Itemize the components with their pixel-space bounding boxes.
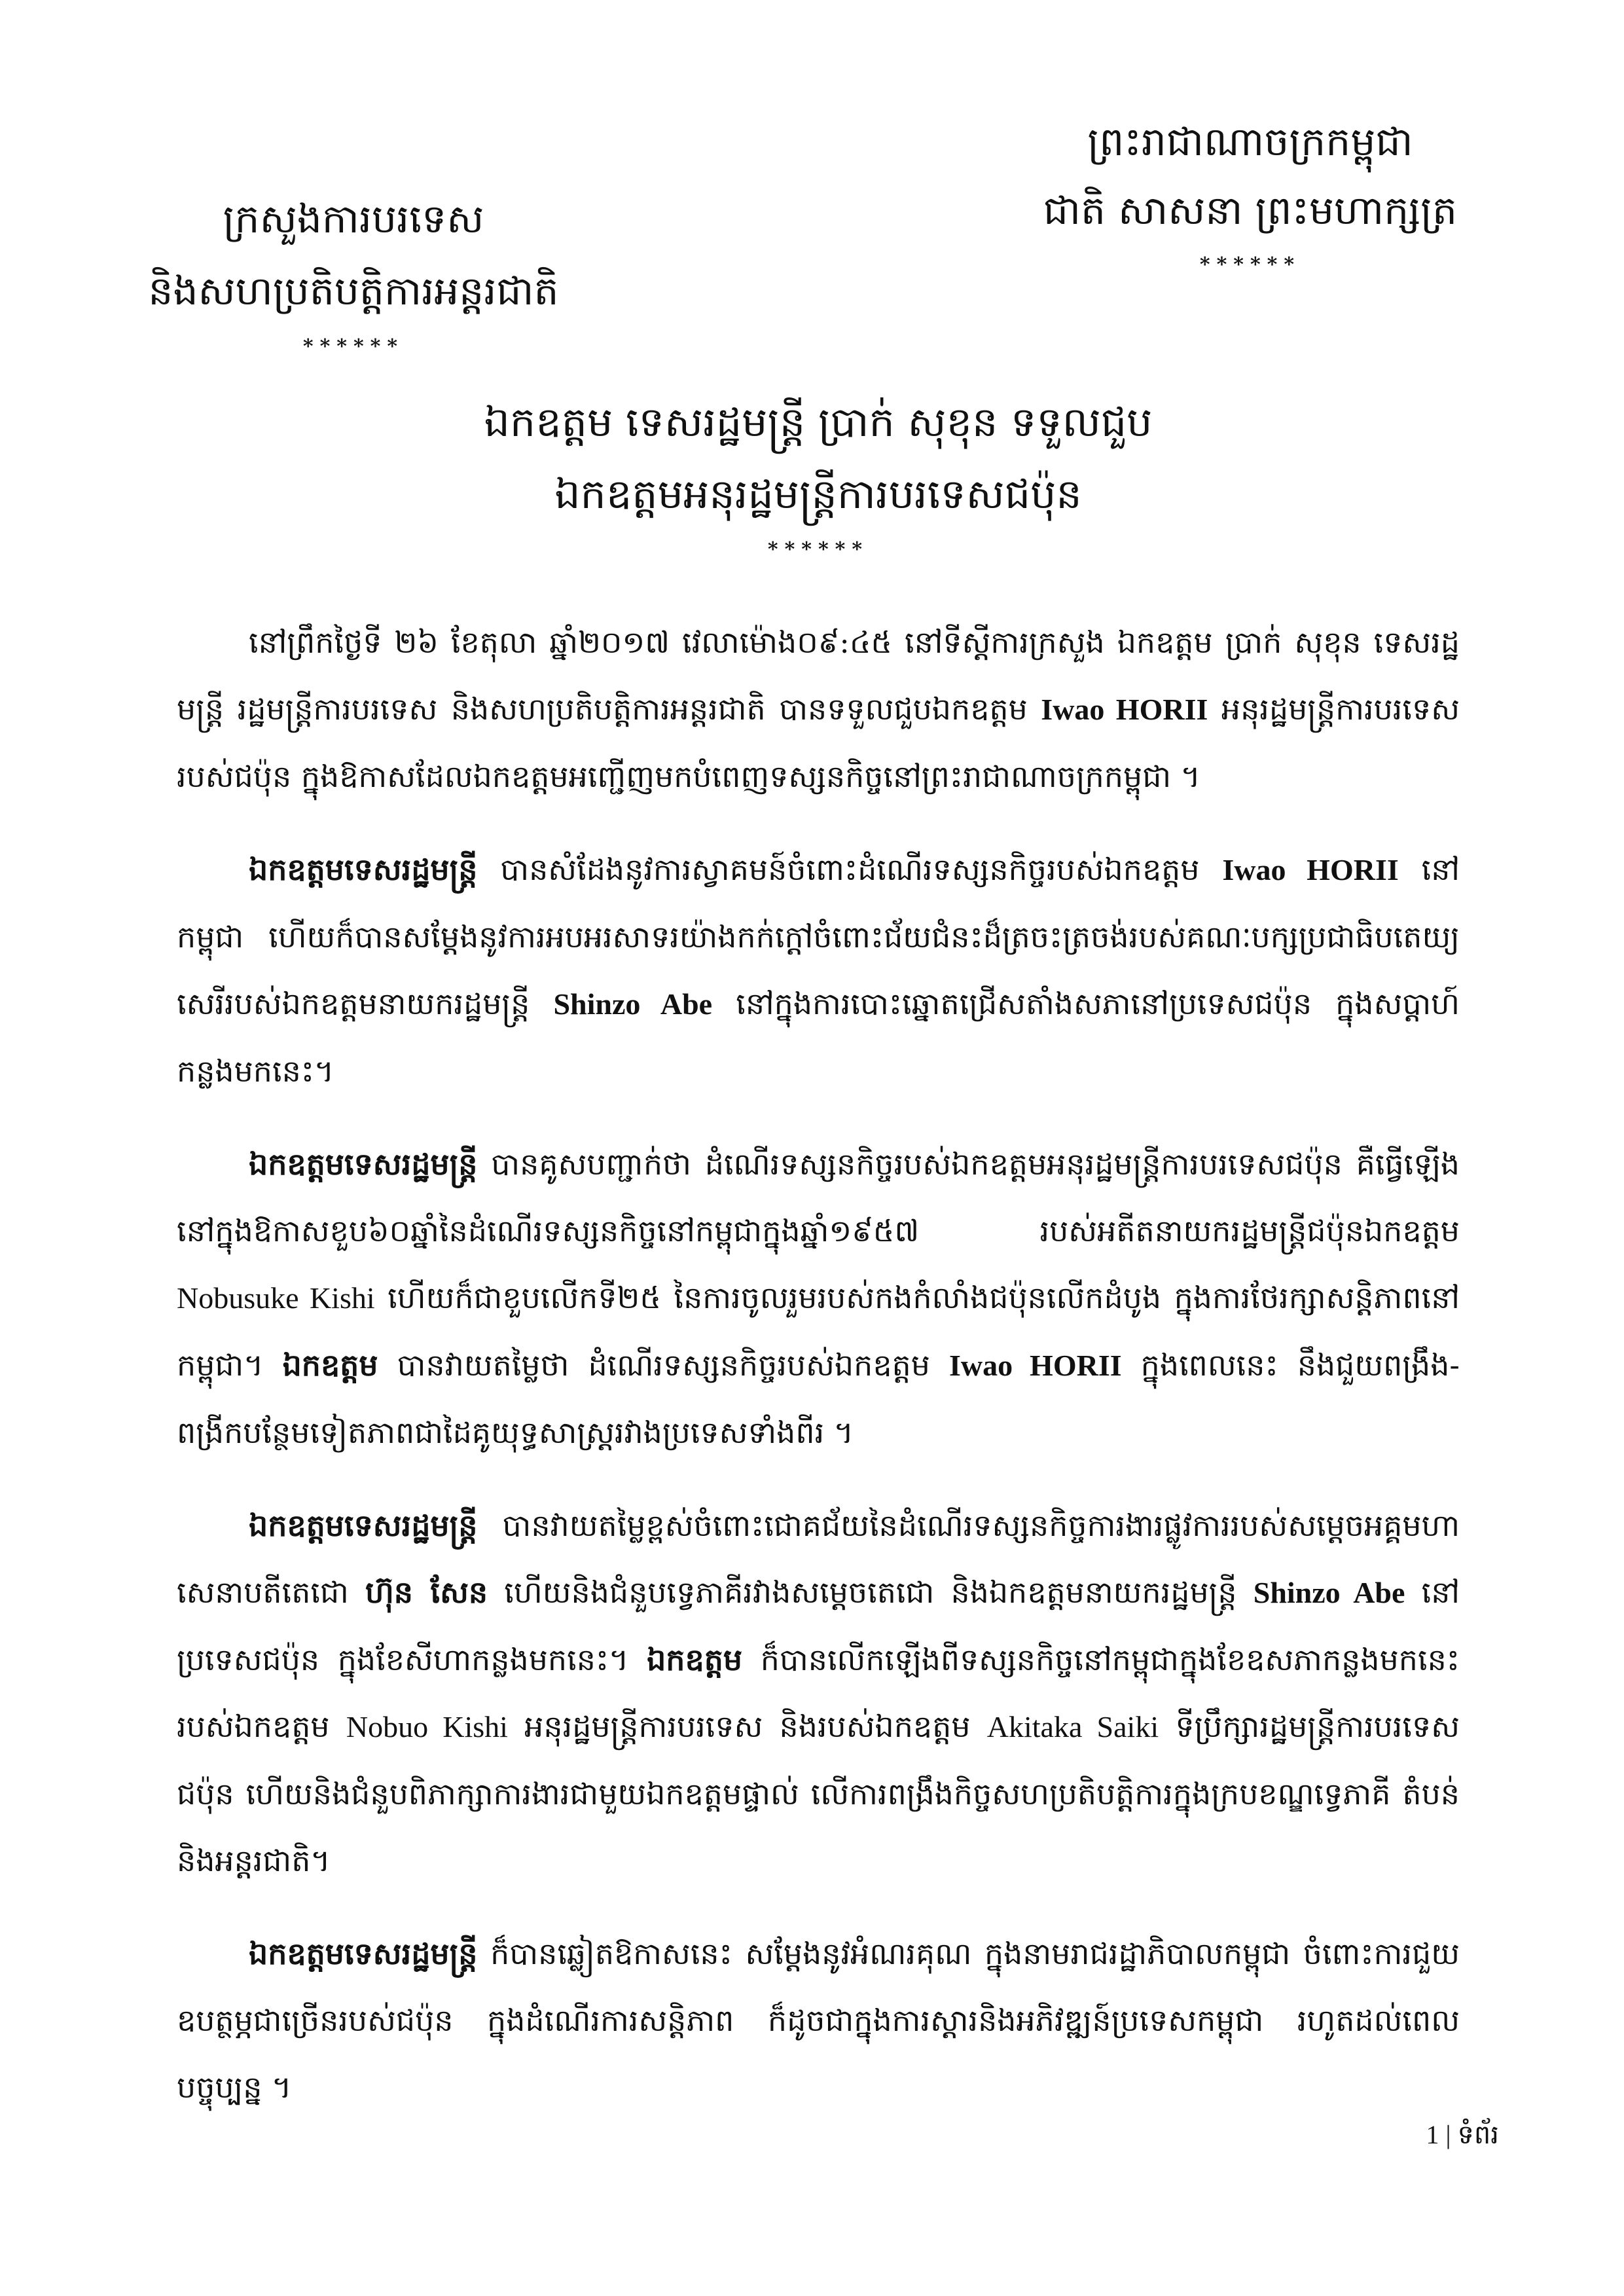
paragraph-1-text-b: អនុរដ្ឋមន្ត្រីការបរទេសរបស់ជប៉ុន ក្នុងឱកាសដែលឯកឧត្តមអញ្ជើញមកបំពេញទស្សនកិច្ចនៅព្រះរាជាណាចក្រកម្ពុជា ។ (177, 691, 1460, 794)
paragraph-2-text-c: នៅក្នុងការបោះឆ្នោតជ្រើសតាំងសភានៅប្រទេសជប៉ុន ក្នុងសប្តាហ៍កន្លងមកនេះ។ (177, 986, 1460, 1089)
paragraph-2-lead: ឯកឧត្តមទេសរដ្ឋមន្ត្រី (249, 852, 478, 887)
paragraph-4-text-c: នៅប្រទេសជប៉ុន ក្នុងខែសីហាកន្លងមកនេះ។ (177, 1575, 1460, 1677)
paragraph-2 (177, 836, 1460, 1104)
footer-separator: | (1445, 2120, 1451, 2149)
ministry-name-line1: ក្រសួងការបរទេស (223, 196, 484, 242)
ministry-header (118, 183, 589, 367)
paragraph-4 (177, 1492, 1460, 1894)
document-title (262, 386, 1375, 570)
person-name: Nobuo Kishi (346, 1710, 508, 1743)
paragraph-5-lead: ឯកឧត្តមទេសរដ្ឋមន្ត្រី (249, 1936, 478, 1971)
paragraph-2-text-b: នៅកម្ពុជា ហើយក៏បានសម្តែងនូវការអបអរសាទរយ៉ាងកក់ក្តៅចំពោះជ័យជំនះដ៏ត្រចះត្រចង់របស់គណៈបក្សប្រជាធិបតេយ្យសេរីរបស់ឯកឧត្តមនាយករដ្ឋមន្ត្រី (177, 852, 1460, 1021)
paragraph-4-text-d: ក៏បានលើកឡើងពីទស្សនកិច្ចនៅកម្ពុជាក្នុងខែឧសភាកន្លងមកនេះ របស់ឯកឧត្តម (177, 1642, 1460, 1744)
paragraph-4-text-e: អនុរដ្ឋមន្ត្រីការបរទេស និងរបស់ឯកឧត្តម (507, 1709, 987, 1744)
paragraph-3-lead-2: ឯកឧត្តម (282, 1347, 378, 1383)
kingdom-name: ព្រះរាជាណាចក្រកម្ពុជា (1087, 119, 1413, 165)
paragraph-3-text-b: ហើយក៏ជាខួបលើកទី២៥ នៃការចូលរួមរបស់កងកំលាំងជប៉ុនលើកដំបូង ក្នុងការថែរក្សាសន្តិភាពនៅកម្ពុជា។ (177, 1280, 1460, 1383)
paragraph-2-text-a: បានសំដែងនូវការស្វាគមន៍ចំពោះដំណើរទស្សនកិច្ចរបស់ឯកឧត្តម (477, 852, 1223, 887)
paragraph-4-text-a: បានវាយតម្លៃខ្ពស់ចំពោះជោគជ័យនៃដំណើរទស្សនកិច្ចការងារផ្លូវការរបស់សម្តេចអគ្គមហាសេនាបតីតេជោ (177, 1508, 1460, 1610)
paragraph-3-text-a: បានគូសបញ្ជាក់ថា ដំណើរទស្សនកិច្ចរបស់ឯកឧត្តមអនុរដ្ឋមន្ត្រីការបរទេសជប៉ុន គឺធ្វើឡើងនៅក្នុងឱកាសខួប៦០ឆ្នាំនៃដំណើរទស្សនកិច្ចនៅកម្ពុជាក្នុងឆ្នាំ១៩៥៧ របស់អតីតនាយករដ្ឋមន្ត្រីជប៉ុនឯកឧត្តម (177, 1146, 1460, 1248)
paragraph-4-lead: ឯកឧត្តមទេសរដ្ឋមន្ត្រី (249, 1508, 478, 1543)
title-line1: ឯកឧត្តម ទេសរដ្ឋមន្ត្រី ប្រាក់ សុខុន ទទួលជួប (484, 398, 1153, 446)
paragraph-5 (177, 1920, 1460, 2121)
title-line2: ឯកឧត្តមអនុរដ្ឋមន្ត្រីការបរទេសជប៉ុន (554, 470, 1082, 518)
person-name: Iwao HORII (1222, 853, 1399, 886)
person-name: Shinzo Abe (553, 987, 713, 1021)
page-word: ទំព័រ (1457, 2120, 1499, 2149)
kingdom-header (1001, 108, 1499, 285)
paragraph-4-text-b: ហើយនិងជំនួបទ្វេភាគីរវាងសម្តេចតេជោ និងឯកឧត្តមនាយករដ្ឋមន្ត្រី (488, 1575, 1254, 1610)
person-name: ហ៊ុន សែន (365, 1575, 488, 1610)
paragraph-4-lead-2: ឯកឧត្តម (647, 1642, 743, 1677)
page-footer (1355, 2118, 1499, 2157)
paragraph-3 (177, 1131, 1460, 1466)
header-stars-left: ****** (302, 335, 405, 358)
paragraph-5-text-a: ក៏បានឆ្លៀតឱកាសនេះ សម្តែងនូវអំណរគុណ ក្នុងនាមរាជរដ្ឋាភិបាលកម្ពុជា ចំពោះការជួយឧបត្ថម្ភជាច្រើនរបស់ជប៉ុន ក្នុងដំណើរការសន្តិភាព ក៏ដូចជាក្នុងការស្តារនិងអភិវឌ្ឍន៍ប្រទេសកម្ពុជា រហូតដល់ពេលបច្ចុប្បន្ន ។ (177, 1936, 1460, 2105)
page-number: 1 (1426, 2120, 1439, 2149)
person-name: Iwao HORII (948, 1349, 1122, 1382)
title-stars: ****** (767, 538, 869, 561)
person-name: Shinzo Abe (1253, 1576, 1405, 1609)
paragraph-3-lead: ឯកឧត្តមទេសរដ្ឋមន្ត្រី (249, 1146, 478, 1182)
paragraph-1 (177, 609, 1460, 810)
document-body (177, 609, 1460, 2147)
person-name: Iwao HORII (1041, 693, 1208, 726)
national-motto: ជាតិ សាសនា ព្រះមហាក្សត្រ (1043, 188, 1458, 234)
paragraph-1-text-a: នៅព្រឹកថ្ងៃទី ២៦ ខែតុលា ឆ្នាំ២០១៧ វេលាម៉ោង០៩:៤៥ នៅទីស្តីការក្រសួង ឯកឧត្តម ប្រាក់ សុខុន ទេសរដ្ឋមន្ត្រី រដ្ឋមន្ត្រីការបរទេស និងសហប្រតិបត្តិការអន្តរជាតិ បានទទួលជួបឯកឧត្តម (177, 625, 1460, 727)
ministry-name-line2: និងសហប្រតិបត្តិការអន្តរជាតិ (148, 268, 559, 314)
person-name: Nobusuke Kishi (177, 1281, 375, 1315)
header-stars-right: ****** (1199, 253, 1301, 276)
person-name: Akitaka Saiki (986, 1710, 1159, 1743)
paragraph-4-text-f: ទីប្រឹក្សារដ្ឋមន្ត្រីការបរទេសជប៉ុន ហើយនិងជំនួបពិភាក្សាការងារជាមួយឯកឧត្តមផ្ទាល់ លើការពង្រឹងកិច្ចសហប្រតិបត្តិការក្នុងក្របខណ្ឌទ្វេភាគី តំបន់ និងអន្តរជាតិ។ (177, 1709, 1460, 1878)
paragraph-3-text-d: ក្នុងពេលនេះ នឹងជួយពង្រឹង-ពង្រីកបន្ថែមទៀតភាពជាដៃគូយុទ្ធសាស្ត្ររវាងប្រទេសទាំងពីរ ។ (177, 1347, 1460, 1450)
paragraph-3-text-c: បានវាយតម្លៃថា ដំណើរទស្សនកិច្ចរបស់ឯកឧត្តម (378, 1347, 949, 1383)
